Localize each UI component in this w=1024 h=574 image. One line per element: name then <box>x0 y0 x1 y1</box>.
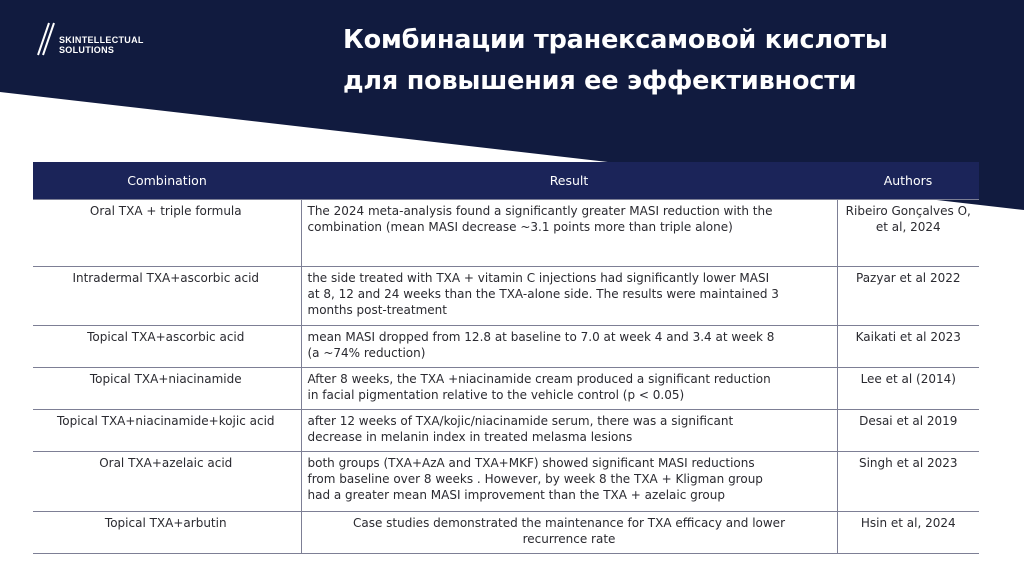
result-cell <box>301 267 837 326</box>
table-header-row <box>33 162 979 200</box>
slash-marks-icon <box>36 22 56 56</box>
authors-line: Hsin et al, 2024 <box>860 516 956 530</box>
brand-name <box>59 35 144 55</box>
authors-line: et al, 2024 <box>875 220 941 235</box>
combination-cell: Oral TXA + triple formula <box>33 200 301 267</box>
combination-cell: Topical TXA+arbutin <box>33 512 301 554</box>
table-row <box>33 410 979 452</box>
authors-cell <box>837 200 979 267</box>
table-row <box>33 368 979 410</box>
combinations-table <box>33 162 979 554</box>
page-title <box>343 20 888 102</box>
authors-line: Lee et al (2014) <box>860 372 956 386</box>
authors-line: Kaikati et al 2023 <box>855 330 961 344</box>
result-line: after 12 weeks of TXA/kojic/niacinamide serum, there was a significant <box>307 414 734 428</box>
combination-cell: Topical TXA+niacinamide+kojic acid <box>33 410 301 452</box>
brand-name-line2: SOLUTIONS <box>59 45 115 55</box>
table-row <box>33 200 979 267</box>
authors-cell <box>837 410 979 452</box>
column-header-combination: Combination <box>33 162 301 200</box>
combination-cell: Topical TXA+niacinamide <box>33 368 301 410</box>
table-row <box>33 512 979 554</box>
column-header-result: Result <box>301 162 837 200</box>
result-cell <box>301 368 837 410</box>
result-cell <box>301 326 837 368</box>
result-cell <box>301 512 837 554</box>
combination-cell: Topical TXA+ascorbic acid <box>33 326 301 368</box>
authors-cell <box>837 267 979 326</box>
authors-cell <box>837 512 979 554</box>
brand-logo <box>36 22 144 56</box>
result-line: combination (mean MASI decrease ~3.1 points more than triple alone) <box>307 220 733 235</box>
brand-name-line1: SKINTELLECTUAL <box>59 35 144 45</box>
result-line: the side treated with TXA + vitamin C injections had significantly lower MASI <box>307 271 770 285</box>
table-row <box>33 452 979 512</box>
result-line: decrease in melanin index in treated melasma lesions <box>307 430 633 445</box>
table-row <box>33 267 979 326</box>
result-line: months post-treatment <box>307 303 447 318</box>
combination-cell: Oral TXA+azelaic acid <box>33 452 301 512</box>
authors-line: Pazyar et al 2022 <box>856 271 961 285</box>
column-header-authors: Authors <box>837 162 979 200</box>
result-cell <box>301 410 837 452</box>
result-line: Case studies demonstrated the maintenance for TXA efficacy and lower <box>352 516 786 530</box>
authors-line: Ribeiro Gonçalves O, <box>845 204 971 218</box>
result-cell <box>301 452 837 512</box>
result-cell <box>301 200 837 267</box>
page-title-line2: для повышения ее эффективности <box>343 66 857 96</box>
result-line: mean MASI dropped from 12.8 at baseline to 7.0 at week 4 and 3.4 at week 8 <box>307 330 775 344</box>
authors-line: Singh et al 2023 <box>858 456 958 470</box>
result-line: recurrence rate <box>522 532 616 547</box>
result-line: both groups (TXA+AzA and TXA+MKF) showed significant MASI reductions <box>307 456 755 470</box>
authors-cell <box>837 452 979 512</box>
authors-cell <box>837 326 979 368</box>
authors-cell <box>837 368 979 410</box>
result-line: in facial pigmentation relative to the vehicle control (p < 0.05) <box>307 388 685 403</box>
result-line: The 2024 meta-analysis found a significantly greater MASI reduction with the <box>307 204 773 218</box>
result-line: had a greater mean MASI improvement than the TXA + azelaic group <box>307 488 725 503</box>
table-row <box>33 326 979 368</box>
result-line: from baseline over 8 weeks . However, by week 8 the TXA + Kligman group <box>307 472 763 487</box>
combination-cell: Intradermal TXA+ascorbic acid <box>33 267 301 326</box>
result-line: at 8, 12 and 24 weeks than the TXA-alone side. The results were maintained 3 <box>307 287 779 302</box>
result-line: After 8 weeks, the TXA +niacinamide cream produced a significant reduction <box>307 372 771 386</box>
authors-line: Desai et al 2019 <box>859 414 958 428</box>
result-line: (a ~74% reduction) <box>307 346 426 361</box>
page-title-line1: Комбинации транексамовой кислоты <box>343 25 888 55</box>
